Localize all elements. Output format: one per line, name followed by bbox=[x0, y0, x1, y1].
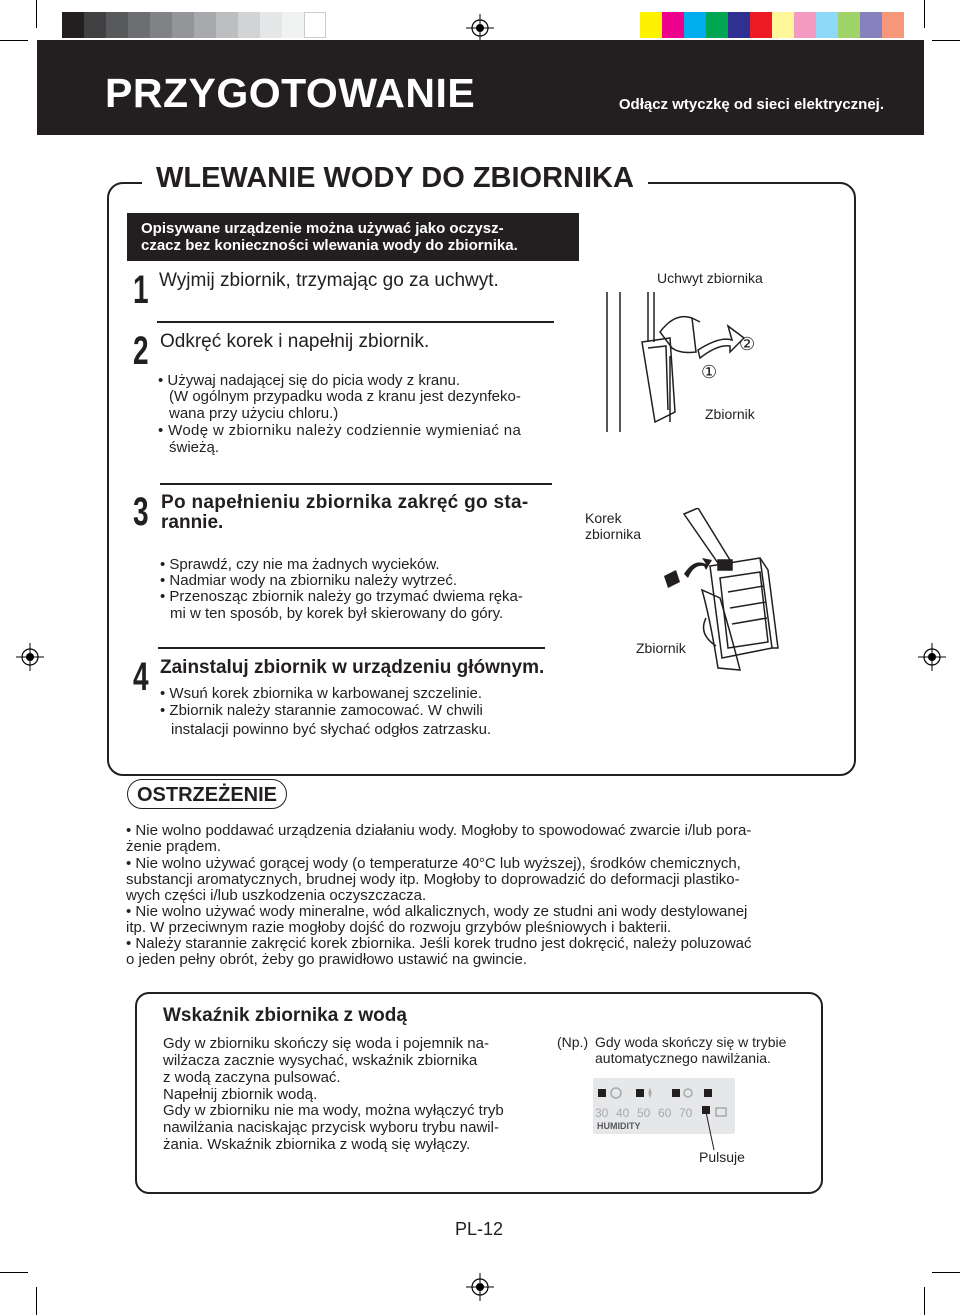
gray-swatch bbox=[62, 12, 84, 38]
step-bullet: • Wodę w zbiorniku należy codziennie wymieniać na bbox=[158, 422, 522, 439]
warning-line: żenie prądem. bbox=[126, 838, 222, 855]
color-swatch bbox=[662, 12, 684, 38]
color-swatch bbox=[816, 12, 838, 38]
indicator-line: Gdy w zbiorniku nie ma wody, można wyłączyć tryb bbox=[163, 1102, 504, 1119]
step-number: 3 bbox=[133, 490, 149, 534]
tank-label: Zbiornik bbox=[636, 640, 686, 656]
gray-swatch bbox=[172, 12, 194, 38]
gray-swatch bbox=[282, 12, 304, 38]
gray-swatch bbox=[260, 12, 282, 38]
warning-line: substancji aromatycznych, brudnej wody itp. Mogłoby to doprowadzić do deformacji plastiko- bbox=[126, 871, 740, 888]
color-swatch bbox=[882, 12, 904, 38]
registration-mark-icon bbox=[466, 1273, 494, 1301]
crop-mark bbox=[0, 1272, 28, 1273]
registration-mark-icon bbox=[466, 14, 494, 42]
step-bullet: instalacji powinno być słychać odgłos zatrzasku. bbox=[171, 721, 492, 738]
gray-swatch bbox=[238, 12, 260, 38]
step-bullet: • Nadmiar wody na zbiorniku należy wytrzeć. bbox=[160, 572, 458, 589]
warning-line: • Należy starannie zakręcić korek zbiornika. Jeśli korek trudno jest dokręcić, należy poluzować bbox=[126, 935, 752, 952]
humidity-value: 30 bbox=[595, 1106, 609, 1120]
warning-line: • Nie wolno używać wody mineralne, wód alkalicznych, wody ze studni ani wody destylowanej bbox=[126, 903, 748, 920]
gray-swatch bbox=[216, 12, 238, 38]
crop-mark bbox=[36, 0, 37, 28]
fan-icon bbox=[684, 1089, 692, 1097]
note-line: Opisywane urządzenie można używać jako oczysz- bbox=[141, 220, 504, 237]
crop-mark bbox=[924, 1287, 925, 1315]
step-title: Odkręć korek i napełnij zbiornik. bbox=[160, 331, 430, 352]
gray-swatch bbox=[150, 12, 172, 38]
crop-mark bbox=[932, 40, 960, 41]
color-swatch bbox=[838, 12, 860, 38]
mode-indicator-icon bbox=[636, 1089, 644, 1097]
example-text: automatycznego nawilżania. bbox=[595, 1050, 771, 1066]
step-circle-1: ① bbox=[701, 362, 718, 382]
auto-icon bbox=[611, 1088, 621, 1098]
page-header bbox=[37, 40, 924, 135]
cap-label: zbiornika bbox=[585, 526, 642, 542]
color-swatch bbox=[794, 12, 816, 38]
step-bullet: świeżą. bbox=[169, 439, 220, 456]
gray-swatch bbox=[84, 12, 106, 38]
humidity-value: 50 bbox=[637, 1106, 651, 1120]
gray-swatch bbox=[128, 12, 150, 38]
step-number: 4 bbox=[133, 655, 149, 699]
step-title: Zainstaluj zbiornik w urządzeniu głównym. bbox=[160, 657, 545, 678]
registration-mark-icon bbox=[16, 643, 44, 671]
blink-label: Pulsuje bbox=[699, 1149, 745, 1165]
step-circle-2: ② bbox=[739, 334, 756, 354]
drop-icon bbox=[649, 1088, 652, 1098]
color-swatch bbox=[728, 12, 750, 38]
step-number: 2 bbox=[133, 329, 149, 373]
divider bbox=[157, 321, 554, 323]
page-title: PRZYGOTOWANIE bbox=[105, 70, 476, 116]
indicator-title: Wskaźnik zbiornika z wodą bbox=[163, 1005, 407, 1026]
warning-line: • Nie wolno używać gorącej wody (o temperaturze 40°C lub wyższej), środków chemicznych, bbox=[126, 855, 741, 872]
indicator-line: wilżacza zacznie wysychać, wskaźnik zbiornika bbox=[163, 1052, 478, 1069]
unplug-note: Odłącz wtyczkę od sieci elektrycznej. bbox=[618, 96, 884, 113]
humidity-value: 40 bbox=[616, 1106, 630, 1120]
example-prefix: (Np.) bbox=[557, 1034, 589, 1050]
step-bullet: • Wsuń korek zbiornika w karbowanej szczelinie. bbox=[160, 685, 483, 702]
step-bullet: • Sprawdź, czy nie ma żadnych wycieków. bbox=[160, 556, 440, 573]
indicator-line: nawilżania naciskając przycisk wyboru trybu nawil- bbox=[163, 1119, 499, 1136]
step-number: 1 bbox=[133, 268, 149, 312]
step-bullet: • Przenosząc zbiornik należy go trzymać dwiema ręka- bbox=[160, 588, 523, 605]
crop-mark bbox=[924, 0, 925, 28]
divider bbox=[158, 647, 545, 649]
mode-indicator-icon bbox=[598, 1089, 606, 1097]
cap-label: Korek bbox=[585, 510, 622, 526]
step-bullet: • Zbiornik należy starannie zamocować. W chwili bbox=[160, 702, 483, 719]
warning-label: OSTRZEŻENIE bbox=[127, 779, 287, 809]
color-swatch bbox=[772, 12, 794, 38]
color-swatch bbox=[640, 12, 662, 38]
color-swatch bbox=[684, 12, 706, 38]
humidity-value: 60 bbox=[658, 1106, 672, 1120]
indicator-line: Napełnij zbiornik wodą. bbox=[163, 1086, 318, 1103]
mode-indicator-icon bbox=[672, 1089, 680, 1097]
page-number: PL-12 bbox=[455, 1219, 504, 1239]
step-title: Po napełnieniu zbiornika zakręć go sta- bbox=[161, 492, 529, 513]
color-swatch bbox=[706, 12, 728, 38]
warning-line: • Nie wolno poddawać urządzenia działaniu wody. Mogłoby to spowodować zwarcie i/lub pora- bbox=[126, 822, 752, 839]
humidity-value: 70 bbox=[679, 1106, 693, 1120]
handle-label: Uchwyt zbiornika bbox=[657, 270, 763, 286]
registration-mark-icon bbox=[918, 643, 946, 671]
example-text: Gdy woda skończy się w trybie bbox=[595, 1034, 787, 1050]
crop-mark bbox=[36, 1287, 37, 1315]
mode-indicator-icon bbox=[704, 1089, 712, 1097]
crop-mark bbox=[932, 1272, 960, 1273]
divider bbox=[160, 483, 552, 485]
indicator-line: z wodą zaczyna pulsować. bbox=[163, 1069, 341, 1086]
warning-line: o jeden pełny obrót, żeby go prawidłowo ustawić na gwincie. bbox=[126, 951, 528, 968]
section-title: WLEWANIE WODY DO ZBIORNIKA bbox=[142, 162, 648, 195]
step-bullet: wana przy użyciu chloru.) bbox=[169, 405, 339, 422]
note-line: czacz bez konieczności wlewania wody do zbiornika. bbox=[141, 237, 518, 254]
color-swatch bbox=[860, 12, 882, 38]
warning-line: wych części i/lub uszkodzenia oczyszczacza. bbox=[126, 887, 427, 904]
remove-tank-illustration bbox=[600, 292, 800, 442]
step-title: Wyjmij zbiornik, trzymając go za uchwyt. bbox=[159, 270, 499, 291]
warning-line: itp. W przeciwnym razie mogłoby dojść do rozwoju grzybów pleśniowych i bakterii. bbox=[126, 919, 672, 936]
step-title: rannie. bbox=[161, 512, 224, 533]
crop-mark bbox=[0, 40, 28, 41]
step-bullet: mi w ten sposób, by korek był skierowany do góry. bbox=[170, 605, 504, 622]
indicator-line: żania. Wskaźnik zbiornika z wodą się wyłączy. bbox=[163, 1136, 471, 1153]
tank-label: Zbiornik bbox=[705, 406, 755, 422]
panel-icons bbox=[596, 1084, 732, 1104]
gray-swatch bbox=[304, 12, 326, 38]
step-bullet: (W ogólnym przypadku woda z kranu jest dezynfeko- bbox=[169, 388, 521, 405]
step-bullet: • Używaj nadającej się do picia wody z kranu. bbox=[158, 372, 461, 389]
humidity-label: HUMIDITY bbox=[597, 1121, 641, 1131]
indicator-line: Gdy w zbiorniku skończy się woda i pojemnik na- bbox=[163, 1035, 489, 1052]
gray-swatch bbox=[194, 12, 216, 38]
section-note bbox=[127, 213, 579, 261]
color-swatch bbox=[750, 12, 772, 38]
pointer-line bbox=[700, 1112, 720, 1152]
gray-swatch bbox=[106, 12, 128, 38]
